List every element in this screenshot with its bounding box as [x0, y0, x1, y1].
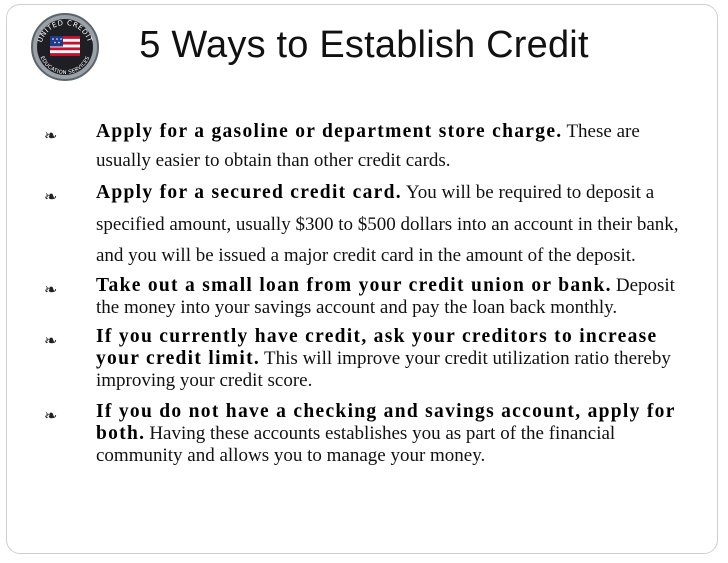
list-item: [44, 118, 694, 176]
fleuron-bullet-icon: ❧: [44, 126, 58, 145]
list-item: [44, 326, 694, 392]
item-heading: If you currently have credit, ask your creditors to increase your credit limit.: [96, 325, 658, 369]
item-description: These are usually easier to obtain than other credit cards.: [96, 121, 640, 171]
list-item: [44, 178, 694, 273]
bullet-list: [44, 118, 694, 467]
fleuron-bullet-icon: ❧: [44, 330, 58, 350]
item-description: You will be required to deposit a specified amount, usually $300 to $500 dollars into an account in their bank, and you will be issued a major credit card in the amount of the deposit.: [96, 182, 679, 266]
item-heading: Apply for a gasoline or department store charge.: [96, 121, 563, 142]
item-heading: If you do not have a checking and savings account, apply for both.: [96, 400, 676, 444]
item-description: This will improve your credit utilization ratio thereby improving your credit score.: [96, 347, 671, 391]
logo-text-top: UNITED CREDIT: [36, 18, 94, 44]
item-heading: Apply for a secured credit card.: [96, 182, 402, 203]
list-item: [44, 401, 694, 467]
slide-title: 5 Ways to Establish Credit: [139, 24, 589, 66]
item-heading: Take out a small loan from your credit union or bank.: [96, 274, 612, 296]
logo-text-bottom: EDUCATION SERVICES: [38, 55, 92, 77]
fleuron-bullet-icon: ❧: [44, 279, 58, 299]
list-item: [44, 275, 694, 319]
fleuron-bullet-icon: ❧: [44, 187, 58, 206]
fleuron-bullet-icon: ❧: [44, 405, 58, 425]
item-description: Having these accounts establishes you as part of the financial community and allows you to manage your money.: [96, 422, 616, 466]
item-description: Deposit the money into your savings account and pay the loan back monthly.: [96, 274, 675, 318]
